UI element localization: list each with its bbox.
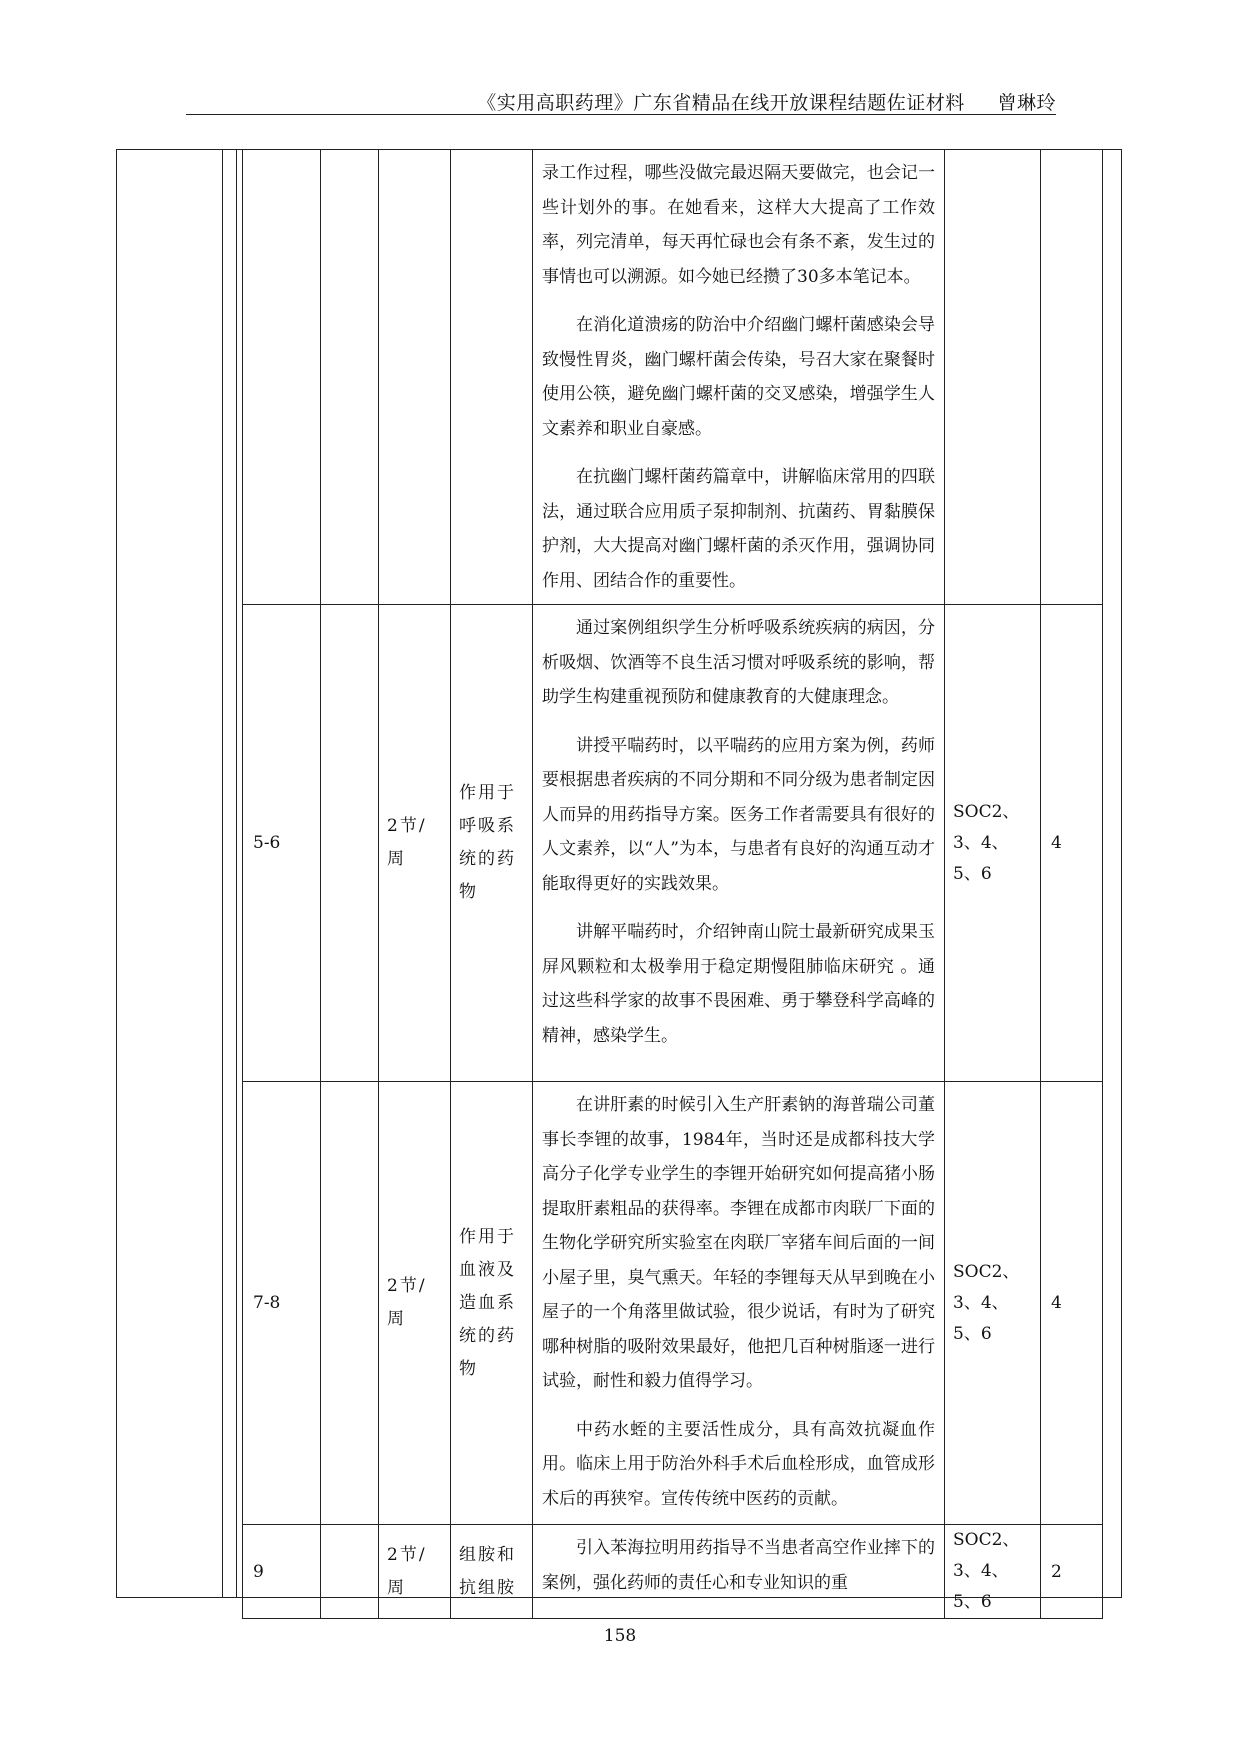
week-cell: 7-8 [243, 1082, 321, 1525]
table-row [243, 1082, 1103, 1525]
hours-cell: 2节/周 [379, 1082, 451, 1525]
soc-cell: SOC2、3、4、5、6 [945, 1082, 1041, 1525]
table-row [243, 1525, 1103, 1619]
content-paragraph: 在抗幽门螺杆菌药篇章中，讲解临床常用的四联法，通过联合应用质子泵抑制剂、抗菌药、胃黏膜保护剂，大大提高对幽门螺杆菌的杀灭作用，强调协同作用、团结合作的重要性。 [542, 467, 935, 591]
content-cell [533, 605, 945, 1082]
credit-cell: 2 [1041, 1525, 1103, 1619]
course-schedule-table [242, 149, 1103, 1619]
header-author: 曾琳玲 [997, 92, 1056, 114]
table-row [243, 605, 1103, 1082]
blank-cell [321, 605, 379, 1082]
credit-cell [1041, 150, 1103, 605]
content-paragraph: 中药水蛭的主要活性成分，具有高效抗凝血作用。临床上用于防治外科手术后血栓形成，血管成形术后的再狭窄。宣传传统中医药的贡献。 [542, 1419, 935, 1509]
chapter-cell [451, 150, 533, 605]
week-cell: 5-6 [243, 605, 321, 1082]
week-cell: 9 [243, 1525, 321, 1619]
content-paragraph: 讲解平喘药时，介绍钟南山院士最新研究成果玉屏风颗粒和太极拳用于稳定期慢阻肺临床研究 。通过这些科学家的故事不畏困难、勇于攀登科学高峰的精神，感染学生。 [542, 922, 935, 1046]
hours-cell: 2节/周 [379, 605, 451, 1082]
blank-cell [321, 1525, 379, 1619]
table-row [243, 150, 1103, 605]
blank-cell [321, 150, 379, 605]
hours-cell [379, 150, 451, 605]
content-paragraph: 在讲肝素的时候引入生产肝素钠的海普瑞公司董事长李锂的故事，1984年，当时还是成都科技大学高分子化学专业学生的李锂开始研究如何提高猪小肠提取肝素粗品的获得率。李锂在成都市肉联厂下面的生物化学研究所实验室在肉联厂宰猪车间后面的一间小屋子里，臭气熏天。年轻的李锂每天从早到晚在小屋子的一个角落里做试验，很少说话，有时为了研究哪种树脂的吸附效果最好，他把几百种树脂逐一进行试验，耐性和毅力值得学习。 [542, 1095, 935, 1391]
content-paragraph: 录工作过程，哪些没做完最迟隔天要做完，也会记一些计划外的事。在她看来，这样大大提高了工作效率，列完清单，每天再忙碌也会有条不紊，发生过的事情也可以溯源。如今她已经攒了30多本笔记本。 [542, 163, 935, 287]
header-rule [186, 114, 1056, 115]
hours-cell: 2节/周 [379, 1525, 451, 1619]
page-header [186, 88, 1056, 115]
header-title: 《实用高职药理》广东省精品在线开放课程结题佐证材料 [477, 92, 965, 114]
content-paragraph: 讲授平喘药时，以平喘药的应用方案为例，药师要根据患者疾病的不同分期和不同分级为患者制定因人而异的用药指导方案。医务工作者需要具有很好的人文素养，以“人”为本，与患者有良好的沟通互动才能取得更好的实践效果。 [542, 735, 935, 894]
chapter-cell: 组胺和抗组胺 [451, 1525, 533, 1619]
content-cell [533, 150, 945, 605]
content-cell [533, 1082, 945, 1525]
credit-cell: 4 [1041, 605, 1103, 1082]
chapter-cell: 作用于呼吸系统的药物 [451, 605, 533, 1082]
soc-cell [945, 150, 1041, 605]
soc-cell: SOC2、3、4、5、6 [945, 605, 1041, 1082]
week-cell [243, 150, 321, 605]
content-paragraph: 通过案例组织学生分析呼吸系统疾病的病因，分析吸烟、饮酒等不良生活习惯对呼吸系统的影响，帮助学生构建重视预防和健康教育的大健康理念。 [542, 618, 935, 707]
content-paragraph: 引入苯海拉明用药指导不当患者高空作业摔下的案例，强化药师的责任心和专业知识的重 [542, 1538, 935, 1593]
soc-cell: SOC2、3、4、5、6 [945, 1525, 1041, 1619]
chapter-cell: 作用于血液及造血系统的药物 [451, 1082, 533, 1525]
content-paragraph: 在消化道溃疡的防治中介绍幽门螺杆菌感染会导致慢性胃炎，幽门螺杆菌会传染，号召大家在聚餐时使用公筷，避免幽门螺杆菌的交叉感染，增强学生人文素养和职业自豪感。 [542, 315, 935, 439]
content-cell [533, 1525, 945, 1619]
blank-cell [321, 1082, 379, 1525]
page-number: 158 [603, 1626, 637, 1646]
credit-cell: 4 [1041, 1082, 1103, 1525]
outer-column-divider [222, 149, 223, 1598]
outer-column-divider [236, 149, 237, 1598]
